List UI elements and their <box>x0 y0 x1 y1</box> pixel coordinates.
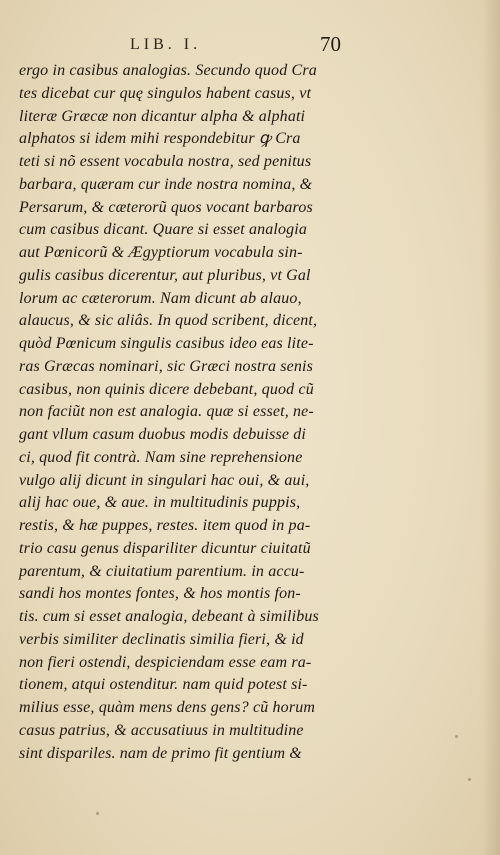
text-line: alij hac oue, & aue. in multitudinis puppis, <box>19 494 301 512</box>
text-line: alaucus, & sic aliâs. In quod scribent, dicent, <box>19 312 318 330</box>
text-line: tes dicebat cur quę singulos habent casus, vt <box>19 84 312 102</box>
page-edge-shadow <box>482 0 500 855</box>
text-line: sint dispariles. nam de primo fit gentium & <box>19 744 302 762</box>
text-line: ergo in casibus analogias. Secundo quod Cra <box>19 62 317 79</box>
text-line: vulgo alij dicunt in singulari hac oui, & aui, <box>19 471 310 489</box>
text-line: barbara, quæram cur inde nostra nomina, & <box>19 175 313 193</box>
text-line: alphatos si idem mihi respondebitur ꝙ Cra <box>19 130 301 148</box>
text-line: ci, quod fit contrà. Nam sine reprehensione <box>19 448 303 466</box>
text-line: casibus, non quinis dicere debebant, quod cũ <box>19 380 314 398</box>
text-line: sandi hos montes fontes, & hos montis fon- <box>19 585 301 603</box>
text-line: Persarum, & cæterorũ quos vocant barbaros <box>19 198 313 216</box>
paper-speck <box>455 735 458 738</box>
page-header <box>0 32 500 58</box>
paper-speck <box>96 812 99 815</box>
text-line: verbis similiter declinatis similia fieri, & id <box>19 630 304 648</box>
text-line: lorum ac cæterorum. Nam dicunt ab alauo, <box>19 289 302 307</box>
text-line: trio casu genus dispariliter dicuntur ciuitatũ <box>19 539 311 557</box>
text-line: tis. cum si esset analogia, debeant à similibus <box>19 608 319 625</box>
text-line: non fieri ostendi, despiciendam esse eam ra- <box>19 653 312 671</box>
text-line: tionem, atqui ostenditur. nam quid potest si- <box>19 676 308 694</box>
text-line: ras Græcas nominari, sic Græci nostra senis <box>19 357 314 375</box>
paper-speck <box>468 778 471 781</box>
text-line: gant vllum casum duobus modis debuisse di <box>19 426 307 443</box>
text-line: literæ Græcæ non dicantur alpha & alphati <box>19 107 306 125</box>
text-line: casus patrius, & accusatiuus in multitudine <box>19 721 304 739</box>
text-line: aut Pœnicorũ & Ægyptiorum vocabula sin- <box>19 244 303 261</box>
text-line: gulis casibus dicerentur, aut pluribus, vt Gal <box>19 266 311 284</box>
text-line: restis, & hæ puppes, restes. item quod in pa- <box>19 517 311 534</box>
text-line: cum casibus dicant. Quare si esset analogia <box>19 221 308 239</box>
text-line: quòd Pœnicum singulis casibus ideo eas lite- <box>19 335 314 352</box>
text-line: teti si nõ essent vocabula nostra, sed penitus <box>19 153 312 170</box>
text-line: milius esse, quàm mens dens gens? cũ horum <box>19 699 316 716</box>
text-line: parentum, & ciuitatium parentium. in accu- <box>19 562 305 580</box>
body-text <box>19 60 379 765</box>
text-line: non faciũt non est analogia. quæ si esset, ne- <box>19 403 314 421</box>
page-number: 70 <box>320 32 341 56</box>
running-head: LIB. I. <box>130 36 202 53</box>
